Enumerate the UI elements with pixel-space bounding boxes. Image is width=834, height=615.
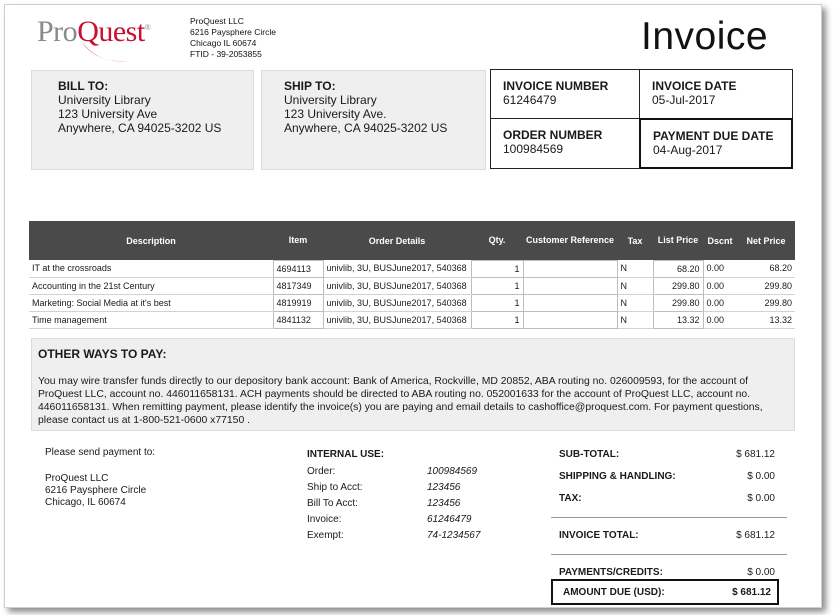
cell-tax: N: [617, 311, 653, 328]
company-name: ProQuest LLC: [190, 16, 244, 26]
logo-tm: ®: [144, 23, 151, 32]
col-tax: Tax: [617, 221, 653, 260]
other-ways-title: OTHER WAYS TO PAY:: [38, 347, 167, 361]
internal-value: 74-1234567: [427, 530, 481, 541]
invoice-total-row: [551, 524, 787, 546]
col-customer-reference: Customer Reference: [523, 221, 617, 260]
logo-swoosh-icon: [37, 13, 157, 69]
col-net-price: Net Price: [737, 221, 795, 260]
company-city: Chicago IL 60674: [190, 38, 257, 48]
order-number-cell: [490, 118, 640, 169]
invoice-number-value: 61246479: [503, 93, 557, 107]
ship-to-line3: Anywhere, CA 94025-3202 US: [284, 121, 448, 135]
remit-name: ProQuest LLC: [45, 473, 109, 484]
cell-net-price: 68.20: [737, 260, 795, 277]
col-item: Item: [273, 221, 323, 260]
cell-list-price: 299.80: [653, 294, 703, 311]
cell-item: 4817349: [273, 277, 323, 294]
cell-list-price: 68.20: [653, 260, 703, 277]
cell-item: 4841132: [273, 311, 323, 328]
col-qty: Qty.: [471, 221, 523, 260]
bill-to-line3: Anywhere, CA 94025-3202 US: [58, 121, 222, 135]
internal-key: Exempt:: [307, 530, 344, 541]
cell-item: 4694113: [273, 260, 323, 277]
col-dscnt: Dscnt: [703, 221, 737, 260]
other-ways-text: You may wire transfer funds directly to our depository bank account: Bank of America, Rockville, MD 20852, ABA routing no. 026009593, for the account of ProQuest LLC, account no. 446011658131. ACH payments should be directed to ABA routing no. 052001633 for the account of ProQuest LLC, account no. 446011658131. When remitting payment, please identify the invoice(s) you are paying and email details to cashoffice@proquest.com. For payment questions, please contact us at 1-800-521-0600 x77150 .: [38, 376, 763, 426]
ship-to-box: [261, 70, 486, 170]
internal-use-title: INTERNAL USE:: [307, 449, 385, 460]
remit-to-block: [45, 447, 155, 509]
cell-tax: N: [617, 277, 653, 294]
col-description: Description: [29, 221, 273, 260]
cell-qty: 1: [471, 277, 523, 294]
company-street: 6216 Paysphere Circle: [190, 27, 276, 37]
invoice-info-grid: [490, 69, 793, 169]
table-header-row: [29, 221, 795, 260]
tax-row: [551, 487, 787, 509]
table-row: [29, 260, 795, 277]
cell-customer-reference: [523, 294, 617, 311]
internal-row-invoice: [307, 512, 480, 528]
cell-order-details: univlib, 3U, BUSJune2017, 540368: [323, 294, 471, 311]
payments-label: PAYMENTS/CREDITS:: [559, 566, 663, 578]
payment-due-value: 04-Aug-2017: [653, 143, 723, 157]
cell-tax: N: [617, 260, 653, 277]
cell-tax: N: [617, 294, 653, 311]
col-list-price: List Price: [653, 221, 703, 260]
table-row: [29, 277, 795, 294]
invoice-date-cell: [639, 69, 793, 119]
ship-to-line1: University Library: [284, 93, 377, 107]
invoice-number-cell: [490, 69, 640, 119]
internal-value: 123456: [427, 498, 461, 509]
amount-due-value: $ 681.12: [732, 586, 771, 598]
internal-row-order: [307, 464, 480, 480]
cell-customer-reference: [523, 277, 617, 294]
amount-due-label: AMOUNT DUE (USD):: [563, 586, 665, 598]
logo-text-pro: Pro: [37, 15, 78, 48]
cell-list-price: 299.80: [653, 277, 703, 294]
totals-divider: [551, 517, 787, 518]
totals-block: [551, 443, 787, 583]
line-items-table: [29, 221, 795, 329]
invoice-page: [4, 4, 822, 608]
other-ways-to-pay-panel: [31, 338, 795, 431]
invoice-total-value: $ 681.12: [736, 529, 775, 541]
cell-description: IT at the crossroads: [29, 260, 273, 277]
bill-to-line1: University Library: [58, 93, 151, 107]
internal-value: 61246479: [427, 514, 472, 525]
shipping-label: SHIPPING & HANDLING:: [559, 470, 676, 482]
tax-label: TAX:: [559, 492, 582, 504]
cell-dscnt: 0.00: [703, 260, 737, 277]
invoice-number-label: INVOICE NUMBER: [503, 79, 609, 93]
cell-qty: 1: [471, 311, 523, 328]
order-number-value: 100984569: [503, 142, 564, 156]
ship-to-label: SHIP TO:: [284, 79, 336, 93]
bill-to-box: [31, 70, 254, 170]
cell-order-details: univlib, 3U, BUSJune2017, 540368: [323, 260, 471, 277]
cell-dscnt: 0.00: [703, 294, 737, 311]
cell-qty: 1: [471, 294, 523, 311]
subtotal-value: $ 681.12: [736, 448, 775, 460]
col-order-details: Order Details: [323, 221, 471, 260]
company-ftid: FTID - 39-2053855: [190, 49, 262, 59]
internal-row-exempt: [307, 528, 480, 544]
internal-value: 100984569: [427, 466, 478, 477]
internal-key: Order:: [307, 466, 336, 477]
shipping-row: [551, 465, 787, 487]
cell-net-price: 299.80: [737, 294, 795, 311]
document-title: Invoice: [641, 15, 769, 58]
internal-key: Bill To Acct:: [307, 498, 358, 509]
tax-value: $ 0.00: [747, 492, 775, 504]
internal-row-ship-acct: [307, 480, 480, 496]
payment-due-label: PAYMENT DUE DATE: [653, 129, 774, 143]
table-row: [29, 311, 795, 328]
remit-city: Chicago, IL 60674: [45, 497, 126, 508]
ship-to-line2: 123 University Ave.: [284, 107, 387, 121]
proquest-logo: [37, 13, 157, 69]
table-row: [29, 294, 795, 311]
cell-dscnt: 0.00: [703, 311, 737, 328]
internal-value: 123456: [427, 482, 461, 493]
order-number-label: ORDER NUMBER: [503, 128, 603, 142]
internal-use-block: [307, 448, 480, 544]
invoice-total-label: INVOICE TOTAL:: [559, 529, 639, 541]
cell-description: Accounting in the 21st Century: [29, 277, 273, 294]
shipping-value: $ 0.00: [747, 470, 775, 482]
cell-qty: 1: [471, 260, 523, 277]
internal-key: Invoice:: [307, 514, 342, 525]
internal-key: Ship to Acct:: [307, 482, 363, 493]
payment-due-cell: [639, 118, 793, 169]
remit-street: 6216 Paysphere Circle: [45, 485, 147, 496]
cell-customer-reference: [523, 260, 617, 277]
cell-customer-reference: [523, 311, 617, 328]
payments-value: $ 0.00: [747, 566, 775, 578]
invoice-date-label: INVOICE DATE: [652, 79, 737, 93]
internal-row-bill-acct: [307, 496, 480, 512]
cell-order-details: univlib, 3U, BUSJune2017, 540368: [323, 311, 471, 328]
cell-net-price: 13.32: [737, 311, 795, 328]
cell-net-price: 299.80: [737, 277, 795, 294]
amount-due-box: [551, 579, 779, 605]
cell-order-details: univlib, 3U, BUSJune2017, 540368: [323, 277, 471, 294]
subtotal-row: [551, 443, 787, 465]
cell-description: Time management: [29, 311, 273, 328]
bill-to-line2: 123 University Ave: [58, 107, 158, 121]
remit-label: Please send payment to:: [45, 447, 156, 458]
invoice-date-value: 05-Jul-2017: [652, 93, 716, 107]
cell-list-price: 13.32: [653, 311, 703, 328]
totals-divider: [551, 554, 787, 555]
cell-description: Marketing: Social Media at it's best: [29, 294, 273, 311]
bill-to-label: BILL TO:: [58, 79, 109, 93]
cell-dscnt: 0.00: [703, 277, 737, 294]
subtotal-label: SUB-TOTAL:: [559, 448, 620, 460]
cell-item: 4819919: [273, 294, 323, 311]
logo-text-quest: Quest: [77, 15, 145, 48]
company-address: [190, 16, 276, 60]
